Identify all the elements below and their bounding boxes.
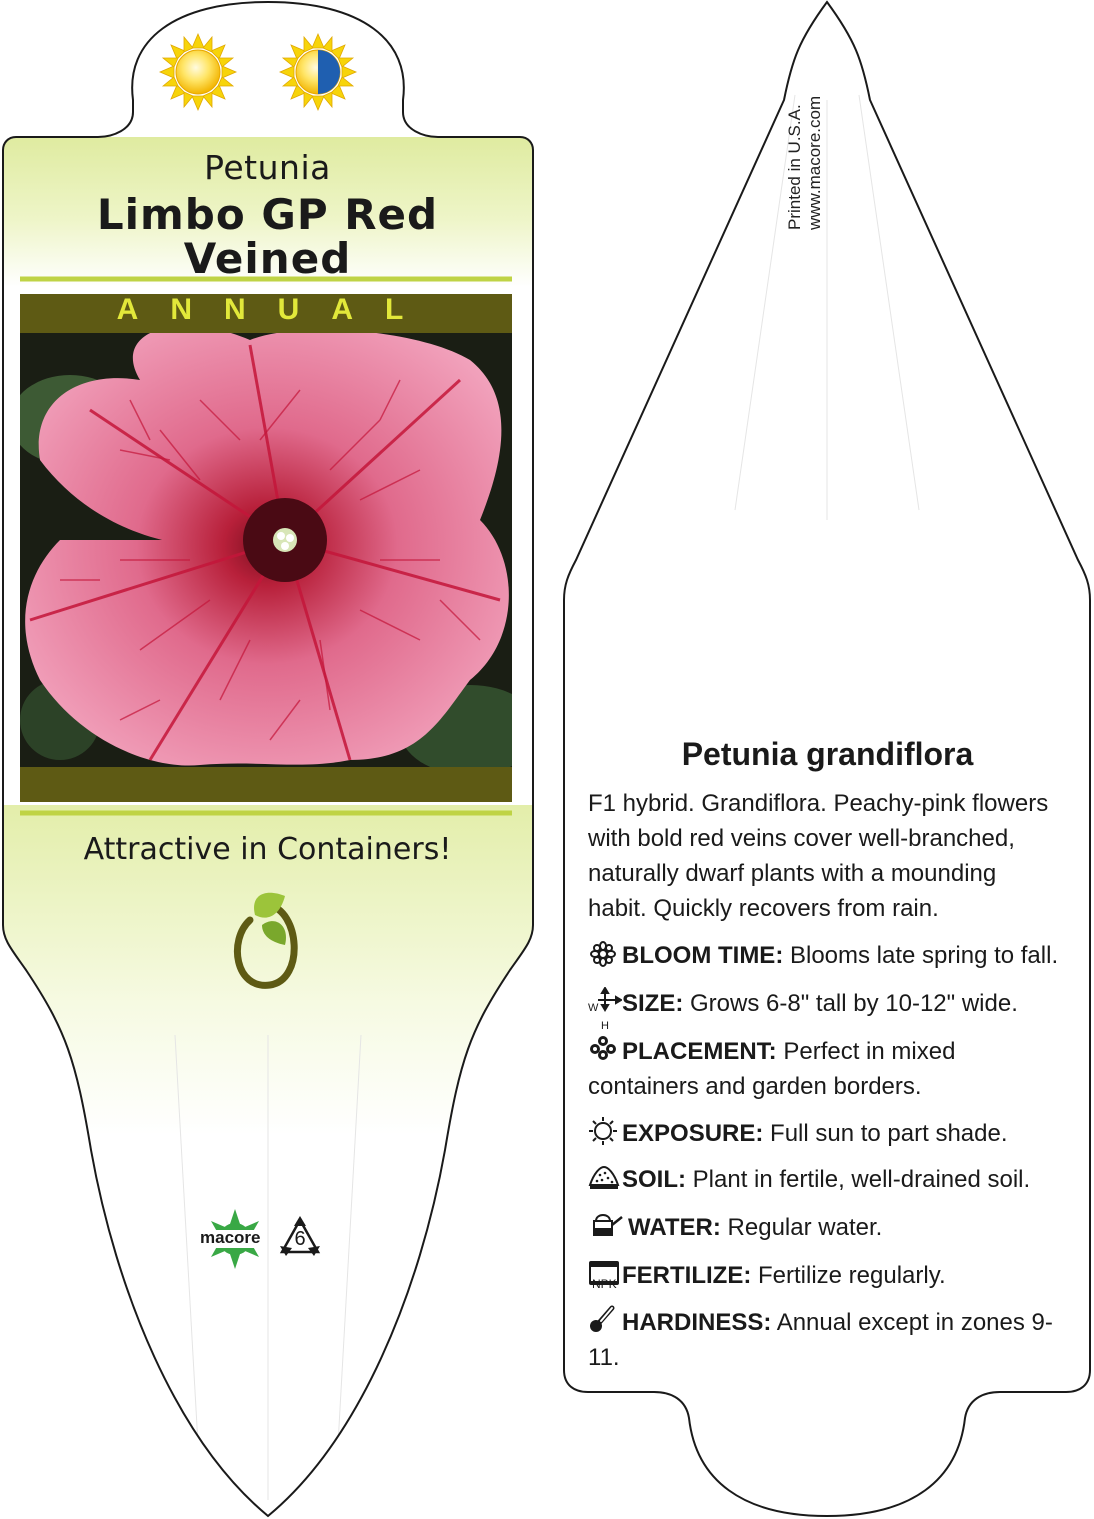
- info-text: Regular water.: [727, 1214, 883, 1241]
- common-name: Petunia: [204, 148, 331, 187]
- soil-pile-icon: [588, 1163, 622, 1189]
- placement-flowers-icon: [588, 1035, 622, 1061]
- info-soil: [588, 1162, 1063, 1197]
- botanical-name: Petunia grandiflora: [681, 736, 974, 772]
- info-text: Annual except in zones 9-11.: [588, 1309, 1053, 1371]
- info-label: PLACEMENT:: [622, 1038, 777, 1065]
- info-text: Blooms late spring to fall.: [789, 942, 1059, 969]
- info-bloom-time: [588, 938, 1063, 973]
- info-text: Perfect in mixed containers and garden borders.: [588, 1038, 956, 1100]
- info-hardiness: [588, 1304, 1063, 1375]
- info-fertilize: [588, 1258, 1063, 1293]
- plant-category: ANNUAL: [116, 293, 436, 326]
- plant-description: F1 hybrid. Grandiflora. Peachy-pink flowers with bold red veins cover well-branched, naturally dwarf plants with a mounding habit. Quickly recovers from rain.: [588, 790, 1049, 922]
- info-exposure: [588, 1116, 1063, 1151]
- size-icon-w: W: [588, 1002, 599, 1014]
- info-text: Grows 6-8" tall by 10-12" wide.: [690, 990, 1018, 1017]
- flower-icon: [588, 941, 622, 967]
- sun-outline-icon: [588, 1117, 622, 1143]
- variety-name-line2: Veined: [183, 234, 352, 283]
- info-label: EXPOSURE:: [622, 1120, 764, 1147]
- info-water: [588, 1210, 1063, 1245]
- printed-in-usa: Printed in U.S.A.: [785, 104, 804, 230]
- npk-text: NPK: [592, 1277, 617, 1291]
- macore-logo-text: macore: [200, 1228, 261, 1247]
- printer-info: [785, 96, 825, 230]
- info-label: HARDINESS:: [622, 1309, 772, 1336]
- info-label: SOIL:: [622, 1166, 686, 1193]
- part-sun-icon: [280, 34, 356, 110]
- info-label: SIZE:: [622, 990, 684, 1017]
- info-text: Fertilize regularly.: [758, 1262, 946, 1289]
- recycle-number: 6: [294, 1228, 306, 1250]
- full-sun-icon: [160, 34, 236, 110]
- thermometer-icon: [588, 1304, 622, 1330]
- info-label: FERTILIZE:: [622, 1262, 752, 1289]
- info-label: BLOOM TIME:: [622, 942, 784, 969]
- npk-fertilizer-icon: [588, 1259, 622, 1291]
- size-icon-h: H: [601, 1020, 609, 1032]
- tagline: Attractive in Containers!: [83, 832, 452, 867]
- petunia-photo: [10, 326, 540, 775]
- info-text: Plant in fertile, well-drained soil.: [692, 1166, 1031, 1193]
- watering-can-icon: [588, 1211, 628, 1237]
- info-text: Full sun to part shade.: [770, 1120, 1008, 1147]
- info-placement: [588, 1034, 1063, 1104]
- size-arrows-icon: [588, 987, 622, 1032]
- info-label: WATER:: [628, 1214, 721, 1241]
- info-size: [588, 986, 1063, 1032]
- macore-website: www.macore.com: [805, 95, 824, 230]
- variety-name-line1: Limbo GP Red: [96, 190, 439, 239]
